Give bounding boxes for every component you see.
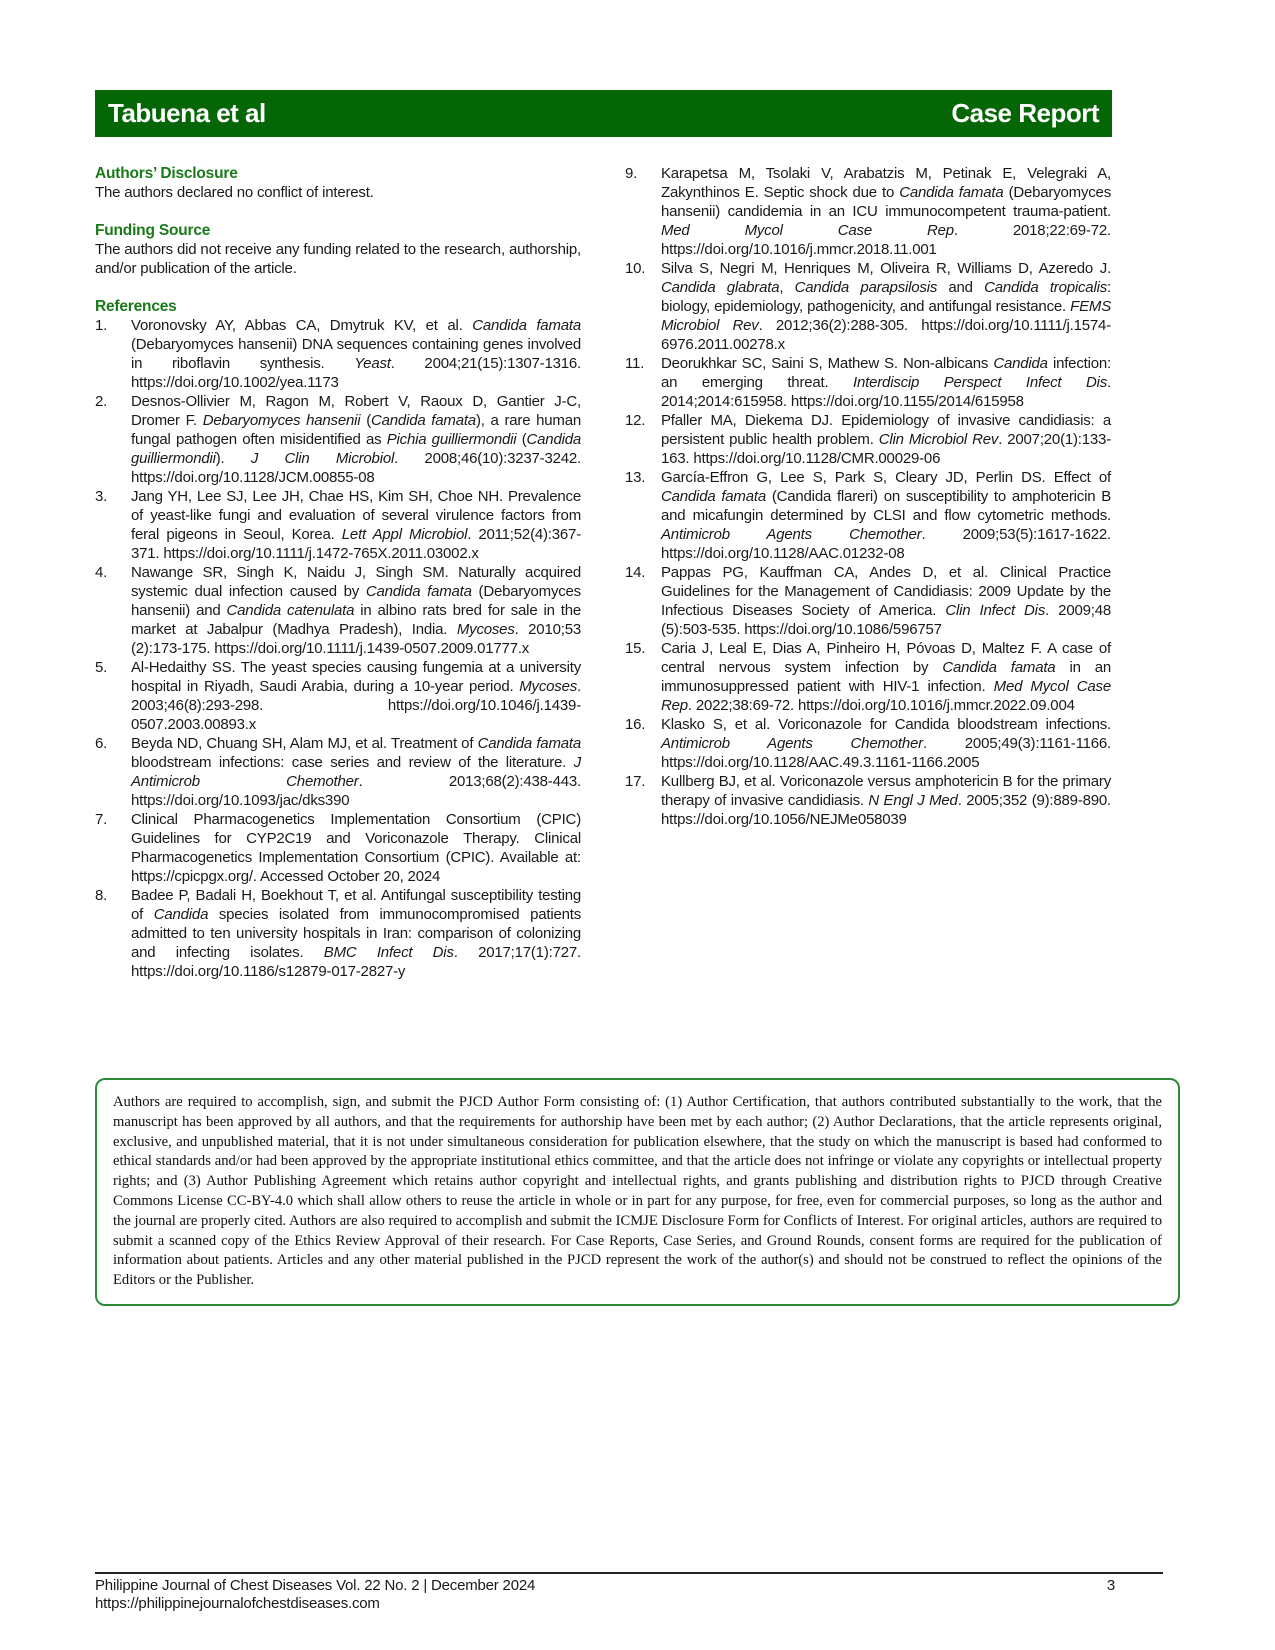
reference-text: Silva S, Negri M, Henriques M, Oliveira R, Williams D, Azeredo J. Candida glabrata, Candida parapsilosis and Candida tropicalis: biology, epidemiology, pathogenicity, and antifungal resistance. FEMS Microbiol Rev. 2012;36(2):288-305. https://doi.org/10.1111/j.1574-6976.2011.00278.x bbox=[661, 260, 1111, 353]
reference-item bbox=[625, 468, 1111, 563]
reference-number: 1. bbox=[95, 317, 108, 334]
references-list-left bbox=[95, 316, 581, 981]
reference-text: Klasko S, et al. Voriconazole for Candida bloodstream infections. Antimicrob Agents Chemother. 2005;49(3):1161-1166. https://doi.org/10.1128/AAC.49.3.1161-1166.2005 bbox=[661, 716, 1111, 771]
reference-item bbox=[95, 658, 581, 734]
reference-text: Beyda ND, Chuang SH, Alam MJ, et al. Treatment of Candida famata bloodstream infections: case series and review of the literature. J Antimicrob Chemother. 2013;68(2):438-443. https://doi.org/10.1093/jac/dks390 bbox=[131, 735, 581, 809]
author-form-notice-text: Authors are required to accomplish, sign, and submit the PJCD Author Form consisting of: (1) Author Certification, that authors contributed substantially to the work, that the manuscript has been approved by all authors, and that the requirements for authorship have been met by each author; (2) Author Declarations, that the article represents original, exclusive, and unpublished material, that it is not under simultaneous consideration for publication elsewhere, that the study on which the manuscript is based had conformed to ethical standards and/or had been approved by the appropriate institutional ethics committee, and that the article does not infringe or violate any copyrights or intellectual property rights; and (3) Author Publishing Agreement which retains author copyright and intellectual rights, and grants publishing and distribution rights to PJCD through Creative Commons License CC-BY-4.0 which shall allow others to reuse the article in whole or in part for any purpose, for free, even for commercial purposes, so long as the author and the journal are properly cited. Authors are also required to accomplish and submit the ICMJE Disclosure Form for Conflicts of Interest. For original articles, authors are required to submit a scanned copy of the Ethics Review Approval of their research. For Case Reports, Case Series, and Ground Rounds, consent forms are required for the publication of information about patients. Articles and any other material published in the PJCD represent the work of the author(s) and should not be construed to reflect the opinions of the Editors or the Publisher. bbox=[113, 1094, 1162, 1289]
references-heading: References bbox=[95, 298, 177, 315]
reference-text: Nawange SR, Singh K, Naidu J, Singh SM. Naturally acquired systemic dual infection caused by Candida famata (Debaryomyces hansenii) and Candida catenulata in albino rats bred for sale in the market at Jabalpur (Madhya Pradesh), India. Mycoses. 2010;53 (2):173-175. https://doi.org/10.1111/j.1439-0507.2009.01777.x bbox=[131, 564, 582, 657]
reference-item bbox=[95, 563, 581, 658]
article-type-label: Case Report bbox=[951, 98, 1099, 128]
reference-number: 11. bbox=[625, 355, 645, 372]
reference-number: 10. bbox=[625, 260, 646, 277]
reference-text: Badee P, Badali H, Boekhout T, et al. Antifungal susceptibility testing of Candida species isolated from immunocompromised patients admitted to ten university hospitals in Iran: comparison of colonizing and infecting isolates. BMC Infect Dis. 2017;17(1):727. https://doi.org/10.1186/s12879-017-2827-y bbox=[131, 887, 582, 980]
running-head: Tabuena et al bbox=[108, 98, 266, 128]
reference-item bbox=[95, 810, 581, 886]
reference-item bbox=[95, 487, 581, 563]
reference-number: 6. bbox=[95, 735, 108, 752]
page-number: 3 bbox=[1106, 1577, 1115, 1594]
author-form-notice-box bbox=[95, 1078, 1180, 1306]
reference-number: 4. bbox=[95, 564, 108, 581]
reference-number: 14. bbox=[625, 564, 646, 581]
reference-number: 15. bbox=[625, 640, 646, 657]
reference-item bbox=[625, 715, 1111, 772]
authors-disclosure-body: The authors declared no conflict of interest. bbox=[95, 184, 374, 201]
reference-number: 9. bbox=[625, 165, 638, 182]
reference-number: 13. bbox=[625, 469, 646, 486]
reference-number: 8. bbox=[95, 887, 108, 904]
reference-number: 5. bbox=[95, 659, 108, 676]
reference-number: 12. bbox=[625, 412, 646, 429]
reference-text: Jang YH, Lee SJ, Lee JH, Chae HS, Kim SH, Choe NH. Prevalence of yeast-like fungi and evaluation of several virulence factors from feral pigeons in Seoul, Korea. Lett Appl Microbiol. 2011;52(4):367-371. https://doi.org/10.1111/j.1472-765X.2011.03002.x bbox=[131, 488, 581, 562]
authors-disclosure-heading: Authors’ Disclosure bbox=[95, 165, 238, 182]
reference-number: 3. bbox=[95, 488, 108, 505]
reference-number: 7. bbox=[95, 811, 108, 828]
references-list-right bbox=[625, 164, 1111, 829]
reference-item bbox=[95, 886, 581, 981]
funding-source-heading: Funding Source bbox=[95, 222, 211, 239]
right-column bbox=[625, 164, 1111, 981]
reference-number: 17. bbox=[625, 773, 646, 790]
reference-number: 2. bbox=[95, 393, 108, 410]
reference-text: Pfaller MA, Diekema DJ. Epidemiology of invasive candidiasis: a persistent public health problem. Clin Microbiol Rev. 2007;20(1):133-163. https://doi.org/10.1128/CMR.00029-06 bbox=[661, 412, 1111, 467]
reference-text: Caria J, Leal E, Dias A, Pinheiro H, Póvoas D, Maltez F. A case of central nervous system infection by Candida famata in an immunosuppressed patient with HIV-1 infection. Med Mycol Case Rep. 2022;38:69-72. https://doi.org/10.1016/j.mmcr.2022.09.004 bbox=[661, 640, 1111, 714]
left-column bbox=[95, 164, 581, 981]
funding-source-body: The authors did not receive any funding related to the research, authorship, and/or publication of the article. bbox=[95, 241, 581, 277]
reference-text: Clinical Pharmacogenetics Implementation Consortium (CPIC) Guidelines for CYP2C19 and Voriconazole Therapy. Clinical Pharmacogenetics Implementation Consortium (CPIC). Available at: https://cpicpgx.org/. Accessed October 20, 2024 bbox=[131, 811, 581, 885]
reference-number: 16. bbox=[625, 716, 646, 733]
header-bar bbox=[95, 90, 1112, 137]
reference-text: García-Effron G, Lee S, Park S, Cleary JD, Perlin DS. Effect of Candida famata (Candida flareri) on susceptibility to amphotericin B and micafungin determined by CLSI and flow cytometric methods. Antimicrob Agents Chemother. 2009;53(5):1617-1622. https://doi.org/10.1128/AAC.01232-08 bbox=[661, 469, 1111, 562]
funding-source-section bbox=[95, 221, 581, 278]
reference-item bbox=[95, 392, 581, 487]
reference-item bbox=[625, 164, 1111, 259]
reference-text: Karapetsa M, Tsolaki V, Arabatzis M, Petinak E, Velegraki A, Zakynthinos E. Septic shock due to Candida famata (Debaryomyces hansenii) candidemia in an ICU immunocompetent trauma-patient. Med Mycol Case Rep. 2018;22:69-72. https://doi.org/10.1016/j.mmcr.2018.11.001 bbox=[661, 165, 1111, 258]
page-footer bbox=[95, 1572, 1163, 1613]
reference-item bbox=[95, 316, 581, 392]
reference-item bbox=[625, 639, 1111, 715]
footer-journal-line: Philippine Journal of Chest Diseases Vol. 22 No. 2 | December 2024 bbox=[95, 1577, 536, 1594]
reference-item bbox=[95, 734, 581, 810]
reference-item bbox=[625, 411, 1111, 468]
reference-item bbox=[625, 354, 1111, 411]
reference-text: Desnos-Ollivier M, Ragon M, Robert V, Raoux D, Gantier J-C, Dromer F. Debaryomyces hansenii (Candida famata), a rare human fungal pathogen often misidentified as Pichia guilliermondii (Candida guilliermondii). J Clin Microbiol. 2008;46(10):3237-3242. https://doi.org/10.1128/JCM.00855-08 bbox=[131, 393, 582, 486]
reference-text: Voronovsky AY, Abbas CA, Dmytruk KV, et al. Candida famata (Debaryomyces hansenii) DNA sequences containing genes involved in riboflavin synthesis. Yeast. 2004;21(15):1307-1316. https://doi.org/10.1002/yea.1173 bbox=[131, 317, 581, 391]
reference-item bbox=[625, 563, 1111, 639]
authors-disclosure-section bbox=[95, 164, 581, 202]
reference-text: Kullberg BJ, et al. Voriconazole versus amphotericin B for the primary therapy of invasive candidiasis. N Engl J Med. 2005;352 (9):889-890. https://doi.org/10.1056/NEJMe058039 bbox=[661, 773, 1112, 828]
footer-url: https://philippinejournalofchestdiseases.com bbox=[95, 1595, 380, 1612]
two-column-body bbox=[95, 164, 1112, 981]
reference-item bbox=[625, 259, 1111, 354]
reference-text: Al-Hedaithy SS. The yeast species causing fungemia at a university hospital in Riyadh, Saudi Arabia, during a 10-year period. Mycoses. 2003;46(8):293-298. https://doi.org/10.1046/j.1439-0507.2003.00893.x bbox=[131, 659, 581, 733]
reference-text: Deorukhkar SC, Saini S, Mathew S. Non-albicans Candida infection: an emerging threat. Interdiscip Perspect Infect Dis. 2014;2014:615958. https://doi.org/10.1155/2014/615958 bbox=[661, 355, 1111, 410]
reference-text: Pappas PG, Kauffman CA, Andes D, et al. Clinical Practice Guidelines for the Management of Candidiasis: 2009 Update by the Infectious Diseases Society of America. Clin Infect Dis. 2009;48 (5):503-535. https://doi.org/10.1086/596757 bbox=[661, 564, 1111, 638]
reference-item bbox=[625, 772, 1111, 829]
